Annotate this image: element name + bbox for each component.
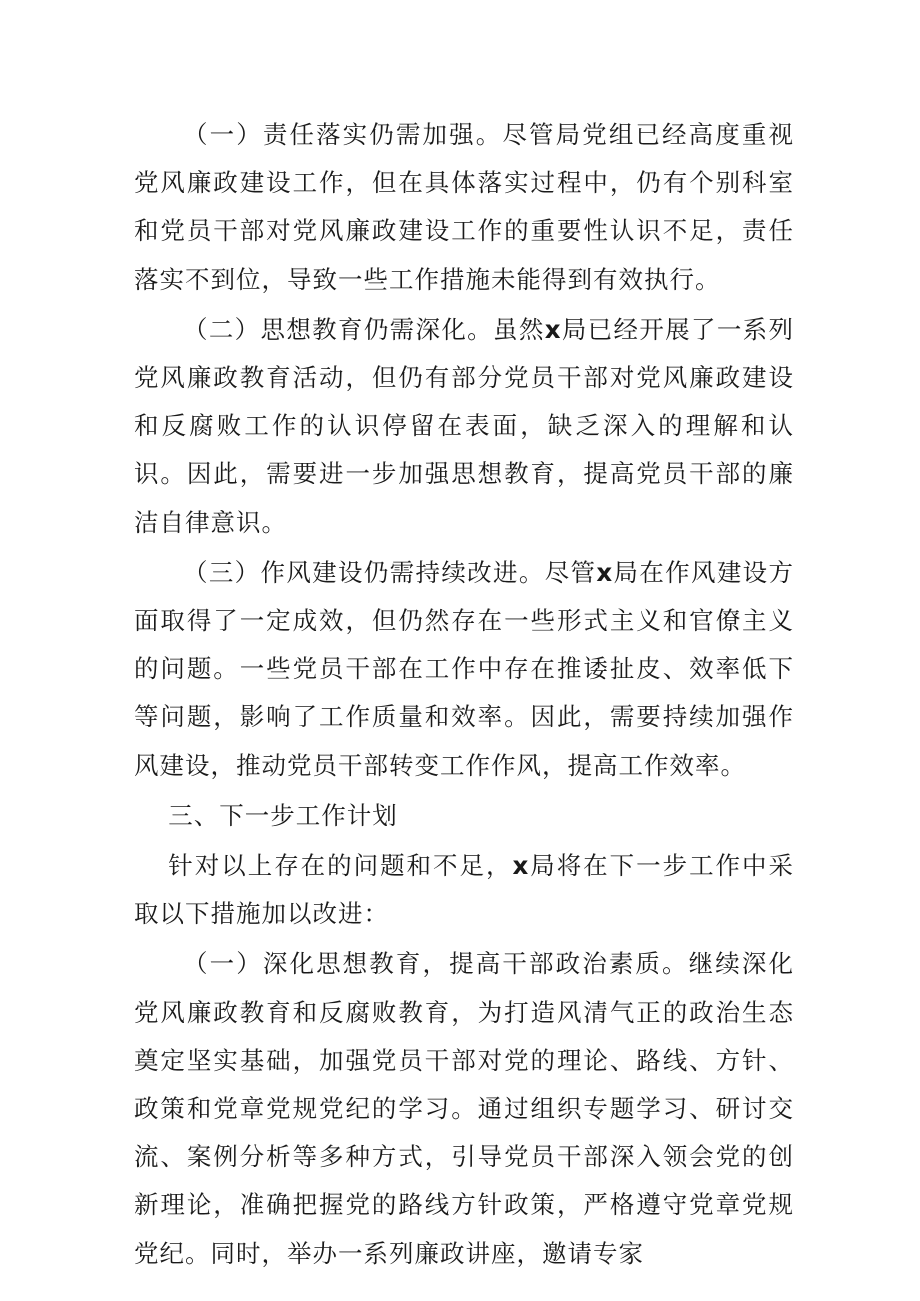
paragraph-responsibility [134,111,794,304]
paragraph-text-start: 针对以上存在的问题和不足， [168,851,513,881]
heading-text: 三、下一步工作计划 [168,800,398,830]
section-heading-next-steps [134,792,794,840]
paragraph-work-style [134,549,794,790]
paragraph-ideological-education [134,306,794,547]
bureau-placeholder: x [512,851,530,881]
paragraph-text: （一）责任落实仍需加强。尽管局党组已经高度重视党风廉政建设工作，但在具体落实过程中，仍有个别科室和党员干部对党风廉政建设工作的重要性认识不足，责任落实不到位，导致一些工作措施未能得到有效执行。 [134,120,794,294]
paragraph-text-end: 局在作风建设方面取得了一定成效，但仍然存在一些形式主义和官僚主义的问题。一些党员干部在工作中存在推诿扯皮、效率低下等问题，影响了工作质量和效率。因此，需要持续加强作风建设，推动党员干部转变工作作风，提高工作效率。 [134,557,795,780]
paragraph-text-end: 局将在下一步工作中采取以下措施加以改进： [134,851,794,929]
paragraph-text-start: （二）思想教育仍需深化。虽然 [183,314,545,344]
paragraph-deepen-education [134,940,794,1277]
bureau-placeholder: x [544,314,562,344]
paragraph-text-start: （三）作风建设仍需持续改进。尽管 [183,557,597,587]
paragraph-text-end: 局已经开展了一系列党风廉政教育活动，但仍有部分党员干部对党风廉政建设和反腐败工作的认识停留在表面，缺乏深入的理解和认识。因此，需要进一步加强思想教育，提高党员干部的廉洁自律意识。 [134,314,795,537]
paragraph-measures-intro [134,842,794,938]
paragraph-text: （一）深化思想教育，提高干部政治素质。继续深化党风廉政教育和反腐败教育，为打造风清气正的政治生态奠定坚实基础，加强党员干部对党的理论、路线、方针、政策和党章党规党纪的学习。通过组织专题学习、研讨交流、案例分析等多种方式，引导党员干部深入领会党的创新理论，准确把握党的路线方针政策，严格遵守党章党规党纪。同时，举办一系列廉政讲座，邀请专家 [134,949,794,1268]
document-body [134,111,794,1278]
bureau-placeholder: x [596,557,614,587]
